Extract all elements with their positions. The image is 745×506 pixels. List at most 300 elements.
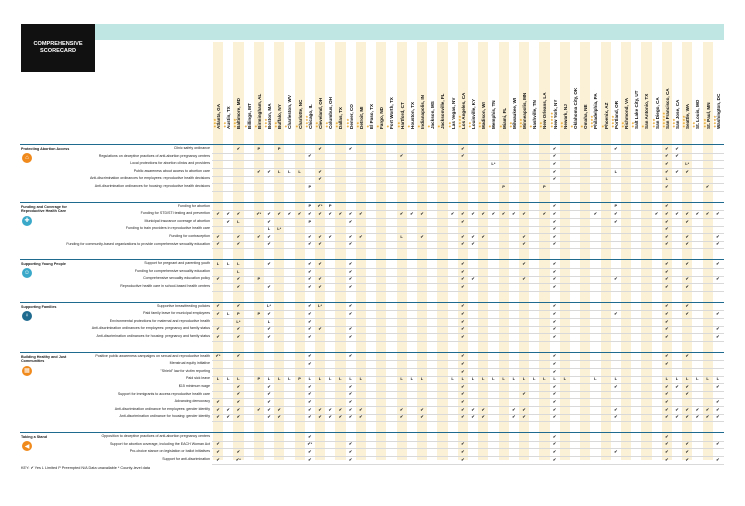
score-cell: ✔ bbox=[614, 448, 618, 454]
score-cell: L bbox=[277, 376, 281, 382]
score-cell: ✔ bbox=[614, 218, 618, 224]
city-stars: ★★★ bbox=[651, 118, 656, 128]
score-cell: ✔ bbox=[552, 226, 557, 232]
score-cell: ✔ bbox=[665, 326, 669, 332]
city-header: Denver, CO bbox=[348, 104, 354, 129]
score-cell: ✔ bbox=[236, 398, 241, 404]
score-cell: P bbox=[308, 203, 312, 209]
score-cell: ✔ bbox=[614, 406, 618, 412]
score-cell: ✔ bbox=[348, 268, 353, 274]
city-header: Memphis, TN bbox=[491, 100, 497, 129]
row-divider bbox=[212, 268, 724, 269]
score-cell: L bbox=[400, 233, 403, 239]
row-label: Funding for abortion bbox=[177, 203, 210, 208]
score-cell: ✔ bbox=[552, 210, 557, 216]
score-cell: ✔ bbox=[705, 406, 710, 412]
row-label: Public awareness about access to abortion care bbox=[133, 168, 210, 173]
score-cell: ✔ bbox=[685, 276, 689, 282]
city-stars: ★★★★★ bbox=[549, 111, 554, 128]
score-cell: ✔ bbox=[236, 276, 241, 282]
score-cell: ✔ bbox=[308, 310, 312, 316]
row-label: Support for abortion coverage, including the EACH Woman Act bbox=[109, 441, 210, 446]
score-cell: L bbox=[522, 376, 526, 382]
score-cell: ✔ bbox=[338, 210, 343, 216]
city-stars: ★★ bbox=[274, 121, 279, 128]
score-cell: ✔ bbox=[552, 448, 557, 454]
row-divider bbox=[212, 218, 724, 219]
score-cell: ✔ bbox=[461, 303, 465, 309]
row-label: Environmental protections for maternal and reproductive health bbox=[109, 318, 210, 323]
score-cell: ✔ bbox=[675, 383, 679, 389]
family-icon: ♀ bbox=[22, 311, 32, 321]
city-stars: ★★ bbox=[692, 121, 697, 128]
row-label: Comprehensive sexuality education policy bbox=[143, 276, 210, 281]
score-cell: ✔ bbox=[705, 414, 710, 420]
city-stars: ★★★★ bbox=[304, 115, 309, 128]
score-cell: L bbox=[594, 376, 597, 382]
column-stripe bbox=[356, 42, 366, 460]
score-cell: ✔ bbox=[716, 441, 720, 447]
score-cell: ✔ bbox=[216, 398, 220, 404]
score-cell: ✔ bbox=[348, 233, 353, 239]
score-cell: ✔ bbox=[267, 260, 271, 266]
score-cell: ✔ bbox=[512, 406, 516, 412]
city-stars: ★★★★★ bbox=[661, 111, 666, 128]
score-cell: L bbox=[339, 376, 342, 382]
score-cell: P bbox=[277, 145, 281, 151]
score-cell: ✔ bbox=[665, 360, 669, 366]
row-divider bbox=[212, 191, 724, 192]
row-divider bbox=[212, 160, 724, 161]
score-cell: ✔ bbox=[267, 210, 271, 216]
title-line-1: COMPREHENSIVE bbox=[33, 41, 83, 47]
score-cell: ✔ bbox=[461, 276, 465, 282]
city-stars: ★★★★ bbox=[682, 115, 687, 128]
score-cell: L bbox=[675, 376, 679, 382]
city-stars: ★★ bbox=[355, 121, 360, 128]
row-label: Regulations on deceptive practices of anti-abortion pregnancy centers bbox=[98, 153, 210, 158]
score-cell: ✔ bbox=[522, 210, 526, 216]
score-cell: ✔ bbox=[236, 353, 241, 359]
score-cell: L bbox=[492, 376, 495, 382]
score-cell: L bbox=[288, 168, 291, 174]
city-header: Houston, TX bbox=[409, 101, 415, 129]
score-cell: ✔ bbox=[481, 406, 485, 412]
score-cell: ✔ bbox=[685, 310, 689, 316]
score-cell: ✔ bbox=[665, 226, 669, 232]
score-cell: ✔ bbox=[471, 276, 475, 282]
row-label: Positive public awareness campaigns on sexual and reproductive health bbox=[95, 353, 210, 358]
score-cell: ✔ bbox=[348, 218, 353, 224]
row-divider bbox=[212, 448, 724, 449]
city-header: Washington, DC bbox=[715, 93, 721, 129]
score-cell: L bbox=[706, 376, 709, 382]
score-cell: L* bbox=[318, 303, 322, 309]
city-stars: ★ bbox=[600, 124, 605, 128]
score-cell: ✔ bbox=[675, 210, 679, 216]
score-cell: ✔ bbox=[236, 326, 241, 332]
score-cell: L bbox=[216, 376, 220, 382]
city-stars: ★ bbox=[580, 124, 585, 128]
score-cell: ✔ bbox=[461, 383, 465, 389]
section-title: Funding and Coverage for Reproductive Health Care bbox=[21, 204, 67, 213]
score-cell: ✔* bbox=[317, 203, 323, 209]
score-cell: ✔ bbox=[216, 441, 220, 447]
score-cell: ✔ bbox=[348, 448, 353, 454]
score-cell: ✔ bbox=[552, 260, 557, 266]
score-cell: ✔ bbox=[461, 368, 465, 374]
city-stars: ★★ bbox=[539, 121, 544, 128]
city-header: Austin, TX bbox=[226, 106, 232, 129]
score-cell: ✔ bbox=[216, 456, 220, 462]
score-cell: ✔ bbox=[318, 176, 322, 182]
score-cell: ✔ bbox=[685, 210, 689, 216]
megaphone-icon: ◀ bbox=[22, 441, 32, 451]
score-cell: ✔ bbox=[665, 218, 669, 224]
score-cell: ✔ bbox=[277, 414, 281, 420]
row-label: Funding for comprehensive sexuality education bbox=[134, 268, 210, 273]
score-cell: ✔ bbox=[236, 210, 241, 216]
city-stars: ★★ bbox=[447, 121, 452, 128]
score-cell: ✔ bbox=[522, 414, 526, 420]
score-cell: P bbox=[257, 376, 261, 382]
row-label: Menstrual equity initiative bbox=[169, 361, 210, 366]
city-stars: ★ bbox=[488, 124, 493, 128]
city-header: Milwaukee, WI bbox=[511, 97, 517, 129]
score-cell: ✔ bbox=[614, 310, 618, 316]
row-label: Reproductive health care in school-based health centers bbox=[120, 284, 210, 288]
score-cell: P bbox=[298, 376, 301, 382]
score-cell: ✔ bbox=[552, 368, 557, 374]
score-cell: ✔ bbox=[665, 448, 669, 454]
score-cell: ✔ bbox=[318, 168, 322, 174]
city-header: New Orleans, LA bbox=[542, 92, 548, 129]
row-label: Paid sick leave bbox=[186, 376, 210, 381]
score-cell: ✔ bbox=[461, 210, 465, 216]
row-divider bbox=[212, 398, 724, 399]
score-cell: L bbox=[543, 376, 546, 382]
score-cell: ✔ bbox=[461, 326, 465, 332]
city-header: Birmingham, AL bbox=[256, 93, 262, 129]
score-cell: ✔ bbox=[481, 233, 485, 239]
city-stars: ★ bbox=[406, 124, 411, 128]
row-divider bbox=[212, 153, 724, 154]
score-cell: ✔ bbox=[665, 353, 669, 359]
score-cell: ✔ bbox=[461, 353, 465, 359]
city-header: Miami, FL bbox=[501, 107, 507, 129]
city-stars: ★★★ bbox=[233, 118, 238, 128]
score-cell: ✔ bbox=[318, 414, 322, 420]
city-header: Buffalo, NY bbox=[277, 104, 283, 129]
score-cell: ✔ bbox=[665, 268, 669, 274]
score-cell: ✔ bbox=[716, 310, 720, 316]
score-cell: P bbox=[308, 218, 312, 224]
score-cell: ✔ bbox=[308, 456, 312, 462]
row-label: Support for immigrants to access reproductive health care bbox=[117, 391, 210, 396]
score-cell: ✔ bbox=[552, 268, 557, 274]
score-cell: ✔ bbox=[471, 414, 475, 420]
score-cell: ✔ bbox=[665, 260, 669, 266]
row-label: Opposition to deceptive practices of anti-abortion pregnancy centers bbox=[101, 434, 210, 438]
row-label: Local protections for abortion clinics and providers bbox=[130, 161, 210, 166]
score-cell: ✔ bbox=[665, 441, 669, 447]
score-cell: L* bbox=[491, 160, 496, 166]
score-cell: ✔ bbox=[685, 303, 689, 309]
city-header: Richmond, VA bbox=[624, 97, 629, 129]
score-cell: ✔ bbox=[665, 276, 669, 282]
score-cell: ✔ bbox=[685, 233, 689, 239]
score-cell: ✔ bbox=[716, 326, 720, 332]
score-cell: ✔ bbox=[450, 210, 455, 216]
score-cell: ✔ bbox=[461, 448, 465, 454]
score-cell: ✔ bbox=[308, 268, 312, 274]
score-cell: ✔ bbox=[716, 241, 720, 247]
score-cell: ✔ bbox=[297, 210, 302, 216]
score-cell: ✔ bbox=[685, 283, 689, 289]
score-cell: ✔ bbox=[461, 456, 465, 462]
score-cell: ✔ bbox=[614, 414, 618, 420]
score-cell: ✔ bbox=[552, 218, 557, 224]
score-cell: ✔ bbox=[399, 414, 404, 420]
score-cell: ✔ bbox=[216, 448, 220, 454]
row-divider bbox=[212, 368, 724, 369]
score-cell: ✔ bbox=[308, 448, 312, 454]
score-cell: L* bbox=[685, 160, 690, 166]
row-label: Funding to train providers in reproductive health care bbox=[125, 226, 210, 231]
score-cell: ✔ bbox=[308, 303, 312, 309]
city-header: Baltimore, MD bbox=[236, 98, 242, 129]
score-cell: L bbox=[471, 376, 475, 382]
score-cell: ✔ bbox=[226, 210, 230, 216]
score-cell: ✔ bbox=[542, 210, 547, 216]
title-line-2: SCORECARD bbox=[39, 48, 77, 54]
city-header: Minneapolis, MN bbox=[522, 92, 527, 129]
score-cell: L bbox=[216, 260, 220, 266]
city-header: Salt Lake City, UT bbox=[634, 90, 640, 129]
score-cell: ✔ bbox=[277, 210, 281, 216]
section-divider bbox=[20, 302, 724, 303]
score-cell: ✔ bbox=[308, 283, 312, 289]
score-cell: ✔ bbox=[308, 326, 312, 332]
score-cell: ✔ bbox=[665, 433, 669, 439]
row-divider bbox=[212, 464, 724, 465]
score-cell: ✔ bbox=[716, 276, 720, 282]
score-cell: ✔ bbox=[308, 318, 312, 324]
score-cell: ✔ bbox=[614, 210, 618, 216]
city-stars: ★★★ bbox=[264, 118, 268, 128]
score-cell: ✔ bbox=[461, 406, 465, 412]
score-cell: ✔ bbox=[481, 210, 485, 216]
row-label: Anti-discrimination ordinance for housing: gender identity bbox=[119, 414, 210, 419]
score-cell: ✔ bbox=[399, 406, 404, 412]
city-stars: ★★ bbox=[559, 121, 564, 128]
city-header: Dallas, TX bbox=[338, 107, 344, 129]
city-header: Atlanta, GA bbox=[216, 103, 221, 129]
score-cell: ✔ bbox=[359, 210, 363, 216]
score-cell: L bbox=[502, 376, 505, 382]
score-cell: ✔ bbox=[522, 233, 526, 239]
score-cell: ✔ bbox=[348, 276, 353, 282]
row-label: Advancing democracy bbox=[174, 399, 210, 404]
building-icon: ▦ bbox=[22, 366, 32, 376]
score-cell: L bbox=[400, 376, 403, 382]
column-stripe bbox=[376, 42, 386, 460]
city-stars: ★ bbox=[641, 124, 646, 128]
score-cell: ✔ bbox=[685, 391, 689, 397]
score-cell: L bbox=[410, 376, 414, 382]
score-cell: P bbox=[257, 310, 261, 316]
score-cell: ✔ bbox=[461, 145, 465, 151]
city-stars: ★ bbox=[417, 124, 421, 128]
score-cell: ✔ bbox=[267, 391, 271, 397]
score-cell: ✔ bbox=[461, 268, 465, 274]
score-cell: ✔ bbox=[501, 210, 506, 216]
city-header: San Diego, CA bbox=[654, 97, 660, 129]
row-label: Support for pregnant and parenting youth bbox=[144, 261, 210, 266]
score-cell: ✔ bbox=[267, 218, 271, 224]
city-stars: ★ bbox=[376, 124, 381, 128]
city-header: Billings, MT bbox=[246, 103, 252, 129]
score-cell: ✔ bbox=[552, 391, 557, 397]
score-cell: ✔ bbox=[461, 360, 465, 366]
score-cell: ✔ bbox=[308, 233, 312, 239]
score-cell: ✔ bbox=[685, 414, 689, 420]
city-stars: ★★ bbox=[631, 121, 636, 128]
score-cell: ✔ bbox=[308, 210, 312, 216]
city-header: Boston, MA bbox=[267, 103, 272, 129]
city-stars: ★★★ bbox=[519, 118, 523, 128]
score-cell: L bbox=[267, 318, 271, 324]
score-cell: ✔ bbox=[216, 326, 220, 332]
score-cell: L bbox=[226, 260, 230, 266]
score-cell: ✔ bbox=[226, 218, 230, 224]
score-cell: ✔ bbox=[552, 333, 557, 339]
score-cell: ✔ bbox=[675, 406, 679, 412]
score-cell: ✔ bbox=[471, 406, 475, 412]
score-cell: ✔ bbox=[695, 406, 700, 412]
score-cell: ✔ bbox=[522, 260, 526, 266]
city-header: San Jose, CA bbox=[675, 99, 680, 129]
score-cell: ✔ bbox=[348, 353, 353, 359]
score-cell: ✔ bbox=[359, 414, 363, 420]
score-cell: ✔ bbox=[318, 210, 322, 216]
score-cell: ✔ bbox=[267, 406, 271, 412]
score-cell: L bbox=[461, 376, 465, 382]
score-cell: ✔ bbox=[236, 383, 241, 389]
score-cell: ✔ bbox=[236, 448, 241, 454]
column-stripe bbox=[499, 42, 509, 460]
score-cell: ✔ bbox=[226, 406, 230, 412]
row-label: Anti-discrimination ordinances for housing: reproductive health decisions bbox=[94, 184, 210, 188]
score-cell: ✔ bbox=[257, 406, 261, 412]
city-stars: ★★★ bbox=[213, 118, 217, 128]
score-cell: ✔ bbox=[461, 310, 465, 316]
section-title: Supporting Families bbox=[21, 304, 57, 309]
row-label: Funding for contraception bbox=[169, 234, 210, 238]
city-header: Jackson, MS bbox=[430, 101, 436, 129]
score-cell: ✔ bbox=[522, 276, 526, 282]
score-cell: L bbox=[532, 376, 536, 382]
city-header: El Paso, TX bbox=[369, 103, 374, 129]
score-cell: ✔ bbox=[716, 406, 720, 412]
score-cell: ✔ bbox=[552, 414, 557, 420]
city-header: Fort Worth, TX bbox=[389, 97, 395, 129]
score-cell: ✔ bbox=[348, 441, 353, 447]
city-stars: ★ bbox=[427, 124, 432, 128]
score-cell: ✔ bbox=[216, 241, 220, 247]
score-cell: L bbox=[665, 176, 669, 182]
score-cell: ✔ bbox=[308, 276, 312, 282]
score-cell: ✔ bbox=[267, 310, 271, 316]
row-divider bbox=[212, 318, 724, 319]
score-cell: L bbox=[685, 376, 689, 382]
score-cell: ✔ bbox=[716, 383, 720, 389]
score-cell: ✔ bbox=[716, 414, 720, 420]
score-cell: ✔ bbox=[318, 241, 322, 247]
score-cell: ✔ bbox=[552, 398, 557, 404]
score-cell: ✔ bbox=[338, 414, 343, 420]
score-cell: ✔ bbox=[338, 406, 343, 412]
score-cell: ✔* bbox=[256, 210, 262, 216]
score-cell: ✔ bbox=[471, 210, 475, 216]
score-cell: ✔ bbox=[685, 441, 689, 447]
score-cell: P bbox=[257, 276, 261, 282]
score-cell: L bbox=[451, 376, 454, 382]
score-cell: ✔ bbox=[348, 303, 353, 309]
score-cell: ✔ bbox=[685, 448, 689, 454]
row-label: Funding for STD/STI testing and prevention bbox=[140, 211, 210, 216]
score-cell: ✔ bbox=[665, 333, 669, 339]
score-cell: ✔ bbox=[216, 406, 220, 412]
score-cell: ✔ bbox=[308, 414, 312, 420]
city-header: St. Paul, MN bbox=[705, 102, 711, 129]
score-cell: ✔ bbox=[267, 398, 271, 404]
row-label: Clinic safety ordinance bbox=[173, 146, 210, 150]
score-cell: L bbox=[614, 376, 618, 382]
score-cell: ✔ bbox=[685, 383, 689, 389]
score-cell: L bbox=[237, 218, 240, 224]
score-cell: ✔ bbox=[614, 145, 618, 151]
score-cell: ✔ bbox=[685, 241, 689, 247]
score-cell: L* bbox=[277, 226, 282, 232]
score-cell: ✔ bbox=[665, 383, 669, 389]
city-header: Chicago, IL bbox=[307, 104, 313, 129]
city-stars: ★★★★ bbox=[610, 115, 615, 128]
city-stars: ★★ bbox=[508, 121, 513, 128]
city-stars: ★★ bbox=[335, 121, 340, 128]
score-cell: L bbox=[237, 260, 240, 266]
score-cell: ✔ bbox=[348, 210, 353, 216]
score-cell: ✔ bbox=[267, 333, 271, 339]
city-stars: ★★★★ bbox=[457, 115, 462, 128]
score-cell: L bbox=[288, 376, 291, 382]
row-divider bbox=[212, 333, 724, 334]
city-stars: ★★ bbox=[478, 121, 483, 128]
score-cell: L bbox=[318, 376, 322, 382]
score-cell: ✔ bbox=[461, 283, 465, 289]
city-header: Madison, WI bbox=[481, 102, 487, 129]
city-stars: ★★★★ bbox=[590, 115, 595, 128]
city-stars: ★★★ bbox=[345, 118, 350, 128]
score-cell: ✔ bbox=[665, 391, 669, 397]
score-cell: ✔ bbox=[308, 433, 312, 439]
score-cell: P bbox=[328, 203, 332, 209]
score-cell: ✔ bbox=[236, 406, 241, 412]
score-cell: ✔ bbox=[685, 406, 689, 412]
score-cell: ✔ bbox=[267, 283, 271, 289]
score-cell: ✔ bbox=[348, 283, 353, 289]
score-cell: ✔ bbox=[665, 318, 669, 324]
